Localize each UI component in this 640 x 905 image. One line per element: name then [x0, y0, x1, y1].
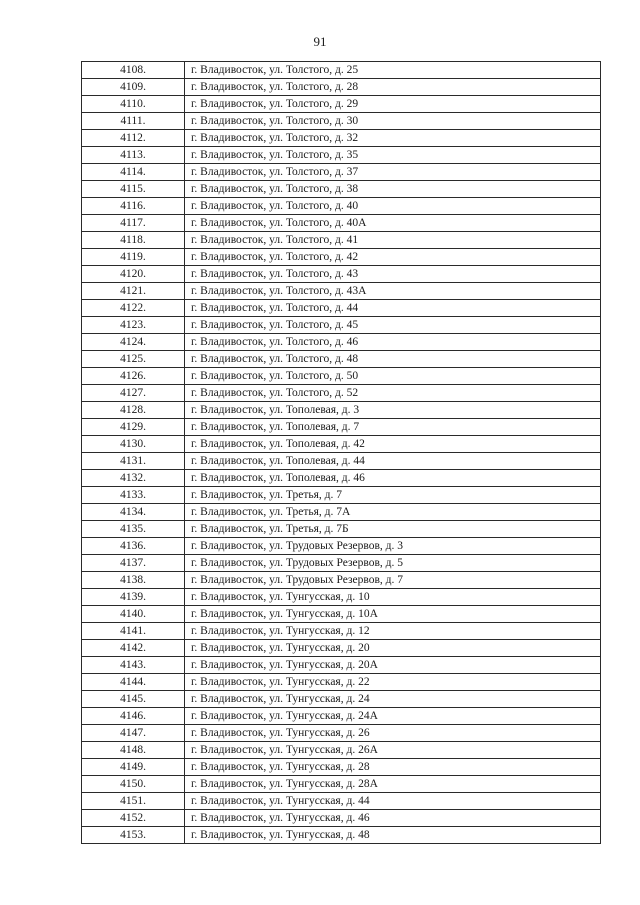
address-cell: г. Владивосток, ул. Тунгусская, д. 26А: [185, 742, 601, 759]
table-row: [82, 453, 601, 470]
row-number-cell: 4129.: [82, 419, 185, 436]
address-cell: г. Владивосток, ул. Тунгусская, д. 20: [185, 640, 601, 657]
address-cell: г. Владивосток, ул. Толстого, д. 43: [185, 266, 601, 283]
table-row: [82, 419, 601, 436]
table-row: [82, 436, 601, 453]
row-number-cell: 4149.: [82, 759, 185, 776]
table-row: [82, 555, 601, 572]
address-cell: г. Владивосток, ул. Третья, д. 7: [185, 487, 601, 504]
address-cell: г. Владивосток, ул. Толстого, д. 40А: [185, 215, 601, 232]
row-number-cell: 4109.: [82, 79, 185, 96]
address-cell: г. Владивосток, ул. Тополевая, д. 7: [185, 419, 601, 436]
row-number-cell: 4112.: [82, 130, 185, 147]
row-number-cell: 4146.: [82, 708, 185, 725]
table-row: [82, 827, 601, 844]
table-row: [82, 776, 601, 793]
address-cell: г. Владивосток, ул. Тунгусская, д. 24А: [185, 708, 601, 725]
address-cell: г. Владивосток, ул. Тунгусская, д. 44: [185, 793, 601, 810]
row-number-cell: 4114.: [82, 164, 185, 181]
table-row: [82, 725, 601, 742]
address-cell: г. Владивосток, ул. Тунгусская, д. 28: [185, 759, 601, 776]
address-table: [81, 61, 601, 844]
table-row: [82, 181, 601, 198]
table-row: [82, 334, 601, 351]
address-cell: г. Владивосток, ул. Толстого, д. 50: [185, 368, 601, 385]
address-cell: г. Владивосток, ул. Третья, д. 7А: [185, 504, 601, 521]
table-row: [82, 79, 601, 96]
row-number-cell: 4135.: [82, 521, 185, 538]
table-row: [82, 266, 601, 283]
table-row: [82, 538, 601, 555]
address-cell: г. Владивосток, ул. Тунгусская, д. 28А: [185, 776, 601, 793]
table-row: [82, 164, 601, 181]
row-number-cell: 4153.: [82, 827, 185, 844]
row-number-cell: 4137.: [82, 555, 185, 572]
address-cell: г. Владивосток, ул. Толстого, д. 46: [185, 334, 601, 351]
table-row: [82, 232, 601, 249]
row-number-cell: 4118.: [82, 232, 185, 249]
address-cell: г. Владивосток, ул. Толстого, д. 28: [185, 79, 601, 96]
table-row: [82, 572, 601, 589]
row-number-cell: 4139.: [82, 589, 185, 606]
address-cell: г. Владивосток, ул. Тунгусская, д. 48: [185, 827, 601, 844]
address-cell: г. Владивосток, ул. Толстого, д. 48: [185, 351, 601, 368]
address-cell: г. Владивосток, ул. Трудовых Резервов, д. 3: [185, 538, 601, 555]
table-row: [82, 96, 601, 113]
table-row: [82, 640, 601, 657]
table-row: [82, 521, 601, 538]
table-row: [82, 130, 601, 147]
row-number-cell: 4111.: [82, 113, 185, 130]
table-row: [82, 368, 601, 385]
table-row: [82, 283, 601, 300]
row-number-cell: 4108.: [82, 62, 185, 79]
row-number-cell: 4138.: [82, 572, 185, 589]
table-row: [82, 147, 601, 164]
table-row: [82, 623, 601, 640]
table-row: [82, 470, 601, 487]
row-number-cell: 4147.: [82, 725, 185, 742]
table-row: [82, 810, 601, 827]
table-row: [82, 674, 601, 691]
address-cell: г. Владивосток, ул. Толстого, д. 30: [185, 113, 601, 130]
table-row: [82, 300, 601, 317]
row-number-cell: 4119.: [82, 249, 185, 266]
row-number-cell: 4145.: [82, 691, 185, 708]
row-number-cell: 4136.: [82, 538, 185, 555]
row-number-cell: 4152.: [82, 810, 185, 827]
table-row: [82, 657, 601, 674]
address-cell: г. Владивосток, ул. Тунгусская, д. 10А: [185, 606, 601, 623]
address-cell: г. Владивосток, ул. Толстого, д. 29: [185, 96, 601, 113]
row-number-cell: 4134.: [82, 504, 185, 521]
address-cell: г. Владивосток, ул. Трудовых Резервов, д. 7: [185, 572, 601, 589]
table-row: [82, 113, 601, 130]
row-number-cell: 4116.: [82, 198, 185, 215]
row-number-cell: 4117.: [82, 215, 185, 232]
table-row: [82, 385, 601, 402]
row-number-cell: 4143.: [82, 657, 185, 674]
address-cell: г. Владивосток, ул. Тунгусская, д. 12: [185, 623, 601, 640]
row-number-cell: 4113.: [82, 147, 185, 164]
table-row: [82, 708, 601, 725]
table-row: [82, 215, 601, 232]
row-number-cell: 4122.: [82, 300, 185, 317]
row-number-cell: 4121.: [82, 283, 185, 300]
row-number-cell: 4142.: [82, 640, 185, 657]
address-cell: г. Владивосток, ул. Тополевая, д. 44: [185, 453, 601, 470]
address-cell: г. Владивосток, ул. Тополевая, д. 3: [185, 402, 601, 419]
row-number-cell: 4130.: [82, 436, 185, 453]
row-number-cell: 4133.: [82, 487, 185, 504]
address-cell: г. Владивосток, ул. Тунгусская, д. 10: [185, 589, 601, 606]
address-cell: г. Владивосток, ул. Толстого, д. 32: [185, 130, 601, 147]
address-cell: г. Владивосток, ул. Толстого, д. 42: [185, 249, 601, 266]
row-number-cell: 4123.: [82, 317, 185, 334]
row-number-cell: 4125.: [82, 351, 185, 368]
address-cell: г. Владивосток, ул. Тунгусская, д. 46: [185, 810, 601, 827]
address-table-body: [82, 62, 601, 844]
address-cell: г. Владивосток, ул. Тунгусская, д. 24: [185, 691, 601, 708]
address-cell: г. Владивосток, ул. Толстого, д. 40: [185, 198, 601, 215]
address-cell: г. Владивосток, ул. Тунгусская, д. 22: [185, 674, 601, 691]
row-number-cell: 4127.: [82, 385, 185, 402]
page-number: 91: [313, 34, 327, 49]
address-cell: г. Владивосток, ул. Тунгусская, д. 26: [185, 725, 601, 742]
row-number-cell: 4140.: [82, 606, 185, 623]
table-row: [82, 249, 601, 266]
row-number-cell: 4131.: [82, 453, 185, 470]
row-number-cell: 4141.: [82, 623, 185, 640]
address-cell: г. Владивосток, ул. Толстого, д. 25: [185, 62, 601, 79]
table-row: [82, 351, 601, 368]
table-row: [82, 487, 601, 504]
table-row: [82, 742, 601, 759]
table-row: [82, 317, 601, 334]
address-cell: г. Владивосток, ул. Толстого, д. 52: [185, 385, 601, 402]
row-number-cell: 4150.: [82, 776, 185, 793]
row-number-cell: 4110.: [82, 96, 185, 113]
table-row: [82, 504, 601, 521]
address-cell: г. Владивосток, ул. Толстого, д. 35: [185, 147, 601, 164]
address-cell: г. Владивосток, ул. Тунгусская, д. 20А: [185, 657, 601, 674]
table-row: [82, 759, 601, 776]
table-row: [82, 691, 601, 708]
address-cell: г. Владивосток, ул. Толстого, д. 41: [185, 232, 601, 249]
address-cell: г. Владивосток, ул. Тополевая, д. 46: [185, 470, 601, 487]
address-cell: г. Владивосток, ул. Тополевая, д. 42: [185, 436, 601, 453]
row-number-cell: 4144.: [82, 674, 185, 691]
table-row: [82, 793, 601, 810]
table-row: [82, 606, 601, 623]
address-cell: г. Владивосток, ул. Трудовых Резервов, д. 5: [185, 555, 601, 572]
row-number-cell: 4128.: [82, 402, 185, 419]
row-number-cell: 4132.: [82, 470, 185, 487]
row-number-cell: 4148.: [82, 742, 185, 759]
address-cell: г. Владивосток, ул. Толстого, д. 37: [185, 164, 601, 181]
address-cell: г. Владивосток, ул. Третья, д. 7Б: [185, 521, 601, 538]
address-cell: г. Владивосток, ул. Толстого, д. 44: [185, 300, 601, 317]
table-row: [82, 402, 601, 419]
row-number-cell: 4126.: [82, 368, 185, 385]
row-number-cell: 4120.: [82, 266, 185, 283]
address-cell: г. Владивосток, ул. Толстого, д. 38: [185, 181, 601, 198]
row-number-cell: 4124.: [82, 334, 185, 351]
row-number-cell: 4151.: [82, 793, 185, 810]
address-cell: г. Владивосток, ул. Толстого, д. 43А: [185, 283, 601, 300]
table-row: [82, 62, 601, 79]
address-cell: г. Владивосток, ул. Толстого, д. 45: [185, 317, 601, 334]
table-row: [82, 589, 601, 606]
table-row: [82, 198, 601, 215]
row-number-cell: 4115.: [82, 181, 185, 198]
